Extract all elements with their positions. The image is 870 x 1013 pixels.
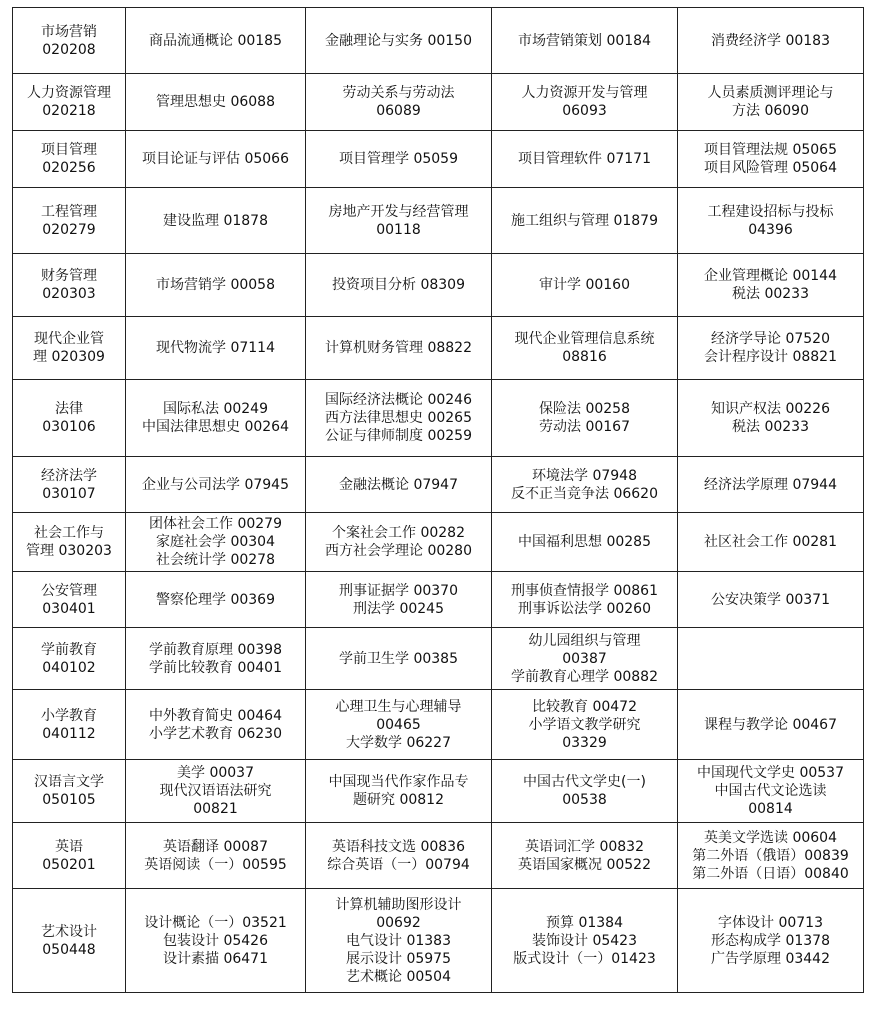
- course-line: 社会统计学 00278: [156, 552, 275, 568]
- major-line: 020218: [42, 103, 96, 119]
- major-cell: [13, 8, 126, 74]
- major-line: 050448: [42, 941, 96, 958]
- table-row: [13, 823, 864, 889]
- table-row: [13, 254, 864, 317]
- table-row: [13, 74, 864, 131]
- major-line: 法律: [55, 401, 83, 417]
- table-row: [13, 457, 864, 513]
- major-line: 公安管理: [41, 582, 97, 599]
- course-line: 学前教育心理学 00882: [511, 668, 658, 685]
- major-line: 030107: [42, 485, 96, 502]
- course-line: 大学数学 06227: [346, 734, 451, 751]
- course-cell: [126, 457, 306, 513]
- course-line: 综合英语（一）00794: [327, 856, 470, 873]
- course-cell: [492, 131, 678, 188]
- course-line: 课程与教学论 00467: [704, 716, 837, 733]
- course-line: 项目管理学 05059: [339, 151, 458, 167]
- course-cell: [306, 188, 492, 254]
- table-row: [13, 572, 864, 628]
- course-line: 中国现当代作家作品专: [328, 774, 469, 790]
- course-line: 英语翻译 00087: [163, 838, 268, 855]
- course-cell: [492, 254, 678, 317]
- table-row: [13, 628, 864, 690]
- course-cell: [492, 760, 678, 823]
- course-line: 项目论证与评估 05066: [142, 151, 289, 167]
- course-cell: [126, 131, 306, 188]
- course-cell: [126, 760, 306, 823]
- course-line: 施工组织与管理 01879: [511, 212, 658, 229]
- table-row: [13, 760, 864, 823]
- course-cell: [678, 823, 864, 889]
- course-line: 消费经济学 00183: [711, 32, 830, 49]
- course-line: 工程建设招标与投标: [707, 203, 834, 220]
- course-line: 中国古代文学史(一): [523, 774, 646, 790]
- course-cell: [306, 823, 492, 889]
- course-cell: [678, 254, 864, 317]
- major-line: 社会工作与: [34, 525, 104, 541]
- major-line: 经济法学: [41, 467, 97, 484]
- major-line: 040112: [42, 725, 96, 742]
- major-cell: [13, 317, 126, 380]
- course-line: 00118: [376, 221, 421, 238]
- course-line: 人员素质测评理论与: [707, 85, 834, 101]
- course-line: 项目风险管理 05064: [704, 160, 837, 176]
- major-line: 040102: [42, 659, 96, 676]
- course-cell: [306, 572, 492, 628]
- course-cell: [126, 188, 306, 254]
- course-cell: [306, 254, 492, 317]
- course-cell: [678, 8, 864, 74]
- course-line: 学前卫生学 00385: [339, 650, 458, 667]
- major-line: 020208: [42, 41, 96, 58]
- course-line: 比较教育 00472: [532, 698, 637, 715]
- course-cell: [306, 457, 492, 513]
- course-line: 第二外语（俄语）00839: [692, 847, 849, 864]
- major-line: 020303: [42, 286, 96, 302]
- course-line: 金融理论与实务 00150: [325, 32, 472, 49]
- course-line: 建设监理 01878: [163, 212, 268, 229]
- course-cell: [492, 188, 678, 254]
- major-cell: [13, 74, 126, 131]
- course-line: 保险法 00258: [539, 401, 630, 417]
- course-line: 版式设计（一）01423: [513, 950, 656, 967]
- course-line: 00387: [562, 650, 607, 667]
- course-cell: [678, 131, 864, 188]
- course-line: 00465: [376, 716, 421, 733]
- course-line: 方法 06090: [732, 103, 809, 119]
- course-line: 刑事证据学 00370: [339, 582, 458, 599]
- course-cell: [492, 823, 678, 889]
- course-line: 投资项目分析 08309: [332, 277, 465, 293]
- course-cell: [678, 760, 864, 823]
- course-line: 审计学 00160: [539, 277, 630, 293]
- major-cell: [13, 131, 126, 188]
- course-cell: [126, 380, 306, 457]
- course-line: 家庭社会学 00304: [156, 534, 275, 550]
- course-line: 项目管理法规 05065: [704, 142, 837, 158]
- course-line: 08816: [562, 349, 607, 365]
- course-line: 管理思想史 06088: [156, 94, 275, 110]
- course-cell: [678, 317, 864, 380]
- course-line: 税法 00233: [732, 286, 809, 302]
- course-line: 商品流通概论 00185: [149, 32, 282, 49]
- major-line: 英语: [55, 838, 83, 855]
- course-line: 小学语文教学研究: [528, 716, 641, 733]
- major-cell: [13, 628, 126, 690]
- course-line: 形态构成学 01378: [711, 932, 830, 949]
- major-line: 020279: [42, 221, 96, 238]
- course-line: 00692: [376, 914, 421, 931]
- course-line: 警察伦理学 00369: [156, 591, 275, 608]
- course-line: 现代汉语语法研究: [159, 783, 272, 799]
- course-cell: [126, 8, 306, 74]
- course-line: 计算机财务管理 08822: [325, 340, 472, 356]
- course-line: 00538: [562, 792, 607, 808]
- course-cell: [126, 317, 306, 380]
- course-line: 学前比较教育 00401: [149, 659, 282, 676]
- major-line: 030106: [42, 419, 96, 435]
- course-line: 会计程序设计 08821: [704, 349, 837, 365]
- course-line: 社区社会工作 00281: [704, 534, 837, 550]
- course-cell: [678, 188, 864, 254]
- course-line: 第二外语（日语）00840: [692, 865, 849, 882]
- course-line: 广告学原理 03442: [711, 950, 830, 967]
- course-line: 00814: [748, 801, 793, 817]
- major-line: 人力资源管理: [27, 85, 111, 101]
- course-cell: [126, 823, 306, 889]
- course-cell: [126, 513, 306, 572]
- course-line: 心理卫生与心理辅导: [335, 698, 462, 715]
- course-line: 环境法学 07948: [532, 467, 637, 484]
- course-line: 中国福利思想 00285: [518, 534, 651, 550]
- course-line: 知识产权法 00226: [711, 401, 830, 417]
- major-line: 050201: [42, 856, 96, 873]
- course-line: 字体设计 00713: [718, 914, 823, 931]
- course-line: 英语词汇学 00832: [525, 838, 644, 855]
- course-cell: [306, 513, 492, 572]
- course-cell: [678, 889, 864, 993]
- course-line: 英语科技文选 00836: [332, 838, 465, 855]
- table-row: [13, 131, 864, 188]
- major-cell: [13, 254, 126, 317]
- course-line: 个案社会工作 00282: [332, 525, 465, 541]
- course-line: 中国现代文学史 00537: [697, 765, 844, 781]
- course-line: 题研究 00812: [353, 792, 444, 808]
- course-line: 06089: [376, 103, 421, 119]
- course-line: 公安决策学 00371: [711, 591, 830, 608]
- major-line: 艺术设计: [41, 923, 97, 940]
- course-cell: [492, 690, 678, 760]
- course-cell: [678, 74, 864, 131]
- table-row: [13, 8, 864, 74]
- course-line: 劳动关系与劳动法: [342, 85, 455, 101]
- course-line: 幼儿园组织与管理: [528, 632, 641, 649]
- course-line: 英语国家概况 00522: [518, 856, 651, 873]
- major-cell: [13, 380, 126, 457]
- major-line: 小学教育: [41, 707, 97, 724]
- course-cell: [306, 8, 492, 74]
- course-table: [12, 7, 864, 993]
- course-line: 展示设计 05975: [346, 950, 451, 967]
- course-cell: [126, 690, 306, 760]
- course-line: 小学艺术教育 06230: [149, 725, 282, 742]
- course-cell: [492, 513, 678, 572]
- course-cell: [492, 317, 678, 380]
- course-line: 刑法学 00245: [353, 600, 444, 617]
- course-line: 西方法律思想史 00265: [325, 410, 472, 426]
- major-line: 030401: [42, 600, 96, 617]
- course-line: 设计概论（一）03521: [144, 914, 287, 931]
- course-line: 房地产开发与经营管理: [328, 203, 469, 220]
- table-row: [13, 889, 864, 993]
- course-cell: [126, 74, 306, 131]
- course-line: 现代企业管理信息系统: [514, 331, 655, 347]
- course-line: 刑事诉讼法学 00260: [518, 600, 651, 617]
- course-cell: [678, 380, 864, 457]
- course-line: 装饰设计 05423: [532, 932, 637, 949]
- course-line: 人力资源开发与管理: [521, 85, 648, 101]
- course-line: 市场营销策划 00184: [518, 32, 651, 49]
- course-line: 反不正当竞争法 06620: [511, 485, 658, 502]
- major-line: 理 020309: [33, 349, 105, 365]
- major-line: 汉语言文学: [34, 774, 104, 790]
- major-cell: [13, 690, 126, 760]
- course-cell: [306, 889, 492, 993]
- course-cell: [678, 572, 864, 628]
- course-line: 英美文学选读 00604: [704, 829, 837, 846]
- course-line: 设计素描 06471: [163, 950, 268, 967]
- course-line: 现代物流学 07114: [156, 340, 275, 356]
- course-line: 04396: [748, 221, 793, 238]
- course-line: 电气设计 01383: [346, 932, 451, 949]
- course-line: 团体社会工作 00279: [149, 516, 282, 532]
- course-cell: [126, 572, 306, 628]
- course-line: 公证与律师制度 00259: [325, 428, 472, 444]
- course-cell: [678, 513, 864, 572]
- course-cell: [126, 889, 306, 993]
- course-cell: [492, 889, 678, 993]
- major-line: 工程管理: [41, 203, 97, 220]
- course-line: 劳动法 00167: [539, 419, 630, 435]
- major-line: 020256: [42, 160, 96, 176]
- course-line: 刑事侦查情报学 00861: [511, 582, 658, 599]
- major-line: 现代企业管: [34, 331, 104, 347]
- major-line: 管理 030203: [26, 543, 112, 559]
- course-cell: [492, 457, 678, 513]
- course-cell: [492, 8, 678, 74]
- major-cell: [13, 889, 126, 993]
- course-line: 经济学导论 07520: [711, 331, 830, 347]
- course-line: 税法 00233: [732, 419, 809, 435]
- course-line: 企业管理概论 00144: [704, 268, 837, 284]
- major-line: 项目管理: [41, 142, 97, 158]
- course-cell: [492, 628, 678, 690]
- course-line: 中国古代文论选读: [714, 783, 827, 799]
- course-line: 国际经济法概论 00246: [325, 392, 472, 408]
- course-line: 00821: [193, 801, 238, 817]
- course-cell: [306, 131, 492, 188]
- major-cell: [13, 823, 126, 889]
- course-line: 西方社会学理论 00280: [325, 543, 472, 559]
- course-line: 03329: [562, 734, 607, 751]
- course-line: 企业与公司法学 07945: [142, 476, 289, 493]
- course-line: 金融法概论 07947: [339, 476, 458, 493]
- table-row: [13, 380, 864, 457]
- course-cell: [306, 380, 492, 457]
- course-line: 包装设计 05426: [163, 932, 268, 949]
- course-line: 项目管理软件 07171: [518, 151, 651, 167]
- course-line: 中外教育简史 00464: [149, 707, 282, 724]
- course-cell: [306, 74, 492, 131]
- course-line: 学前教育原理 00398: [149, 641, 282, 658]
- table-row: [13, 317, 864, 380]
- course-cell: [306, 690, 492, 760]
- table-row: [13, 690, 864, 760]
- course-cell: [306, 760, 492, 823]
- major-line: 050105: [42, 792, 96, 808]
- course-line: 国际私法 00249: [163, 401, 268, 417]
- course-cell: [306, 317, 492, 380]
- major-line: 市场营销: [41, 23, 97, 40]
- major-cell: [13, 760, 126, 823]
- course-line: 06093: [562, 103, 607, 119]
- course-table-body: [13, 8, 864, 993]
- major-cell: [13, 513, 126, 572]
- course-cell: [126, 254, 306, 317]
- course-cell: [126, 628, 306, 690]
- course-cell: [492, 572, 678, 628]
- course-line: 中国法律思想史 00264: [142, 419, 289, 435]
- major-line: 学前教育: [41, 641, 97, 658]
- table-row: [13, 188, 864, 254]
- course-cell: [678, 628, 864, 690]
- course-line: 市场营销学 00058: [156, 277, 275, 293]
- course-line: 预算 01384: [546, 914, 623, 931]
- major-cell: [13, 457, 126, 513]
- table-row: [13, 513, 864, 572]
- course-cell: [678, 690, 864, 760]
- major-cell: [13, 572, 126, 628]
- course-cell: [306, 628, 492, 690]
- course-line: 艺术概论 00504: [346, 968, 451, 985]
- course-line: 美学 00037: [177, 765, 254, 781]
- course-cell: [492, 380, 678, 457]
- course-line: 英语阅读（一）00595: [144, 856, 287, 873]
- major-line: 财务管理: [41, 268, 97, 284]
- course-line: 经济法学原理 07944: [704, 476, 837, 493]
- course-cell: [678, 457, 864, 513]
- course-line: 计算机辅助图形设计: [335, 896, 462, 913]
- course-cell: [492, 74, 678, 131]
- major-cell: [13, 188, 126, 254]
